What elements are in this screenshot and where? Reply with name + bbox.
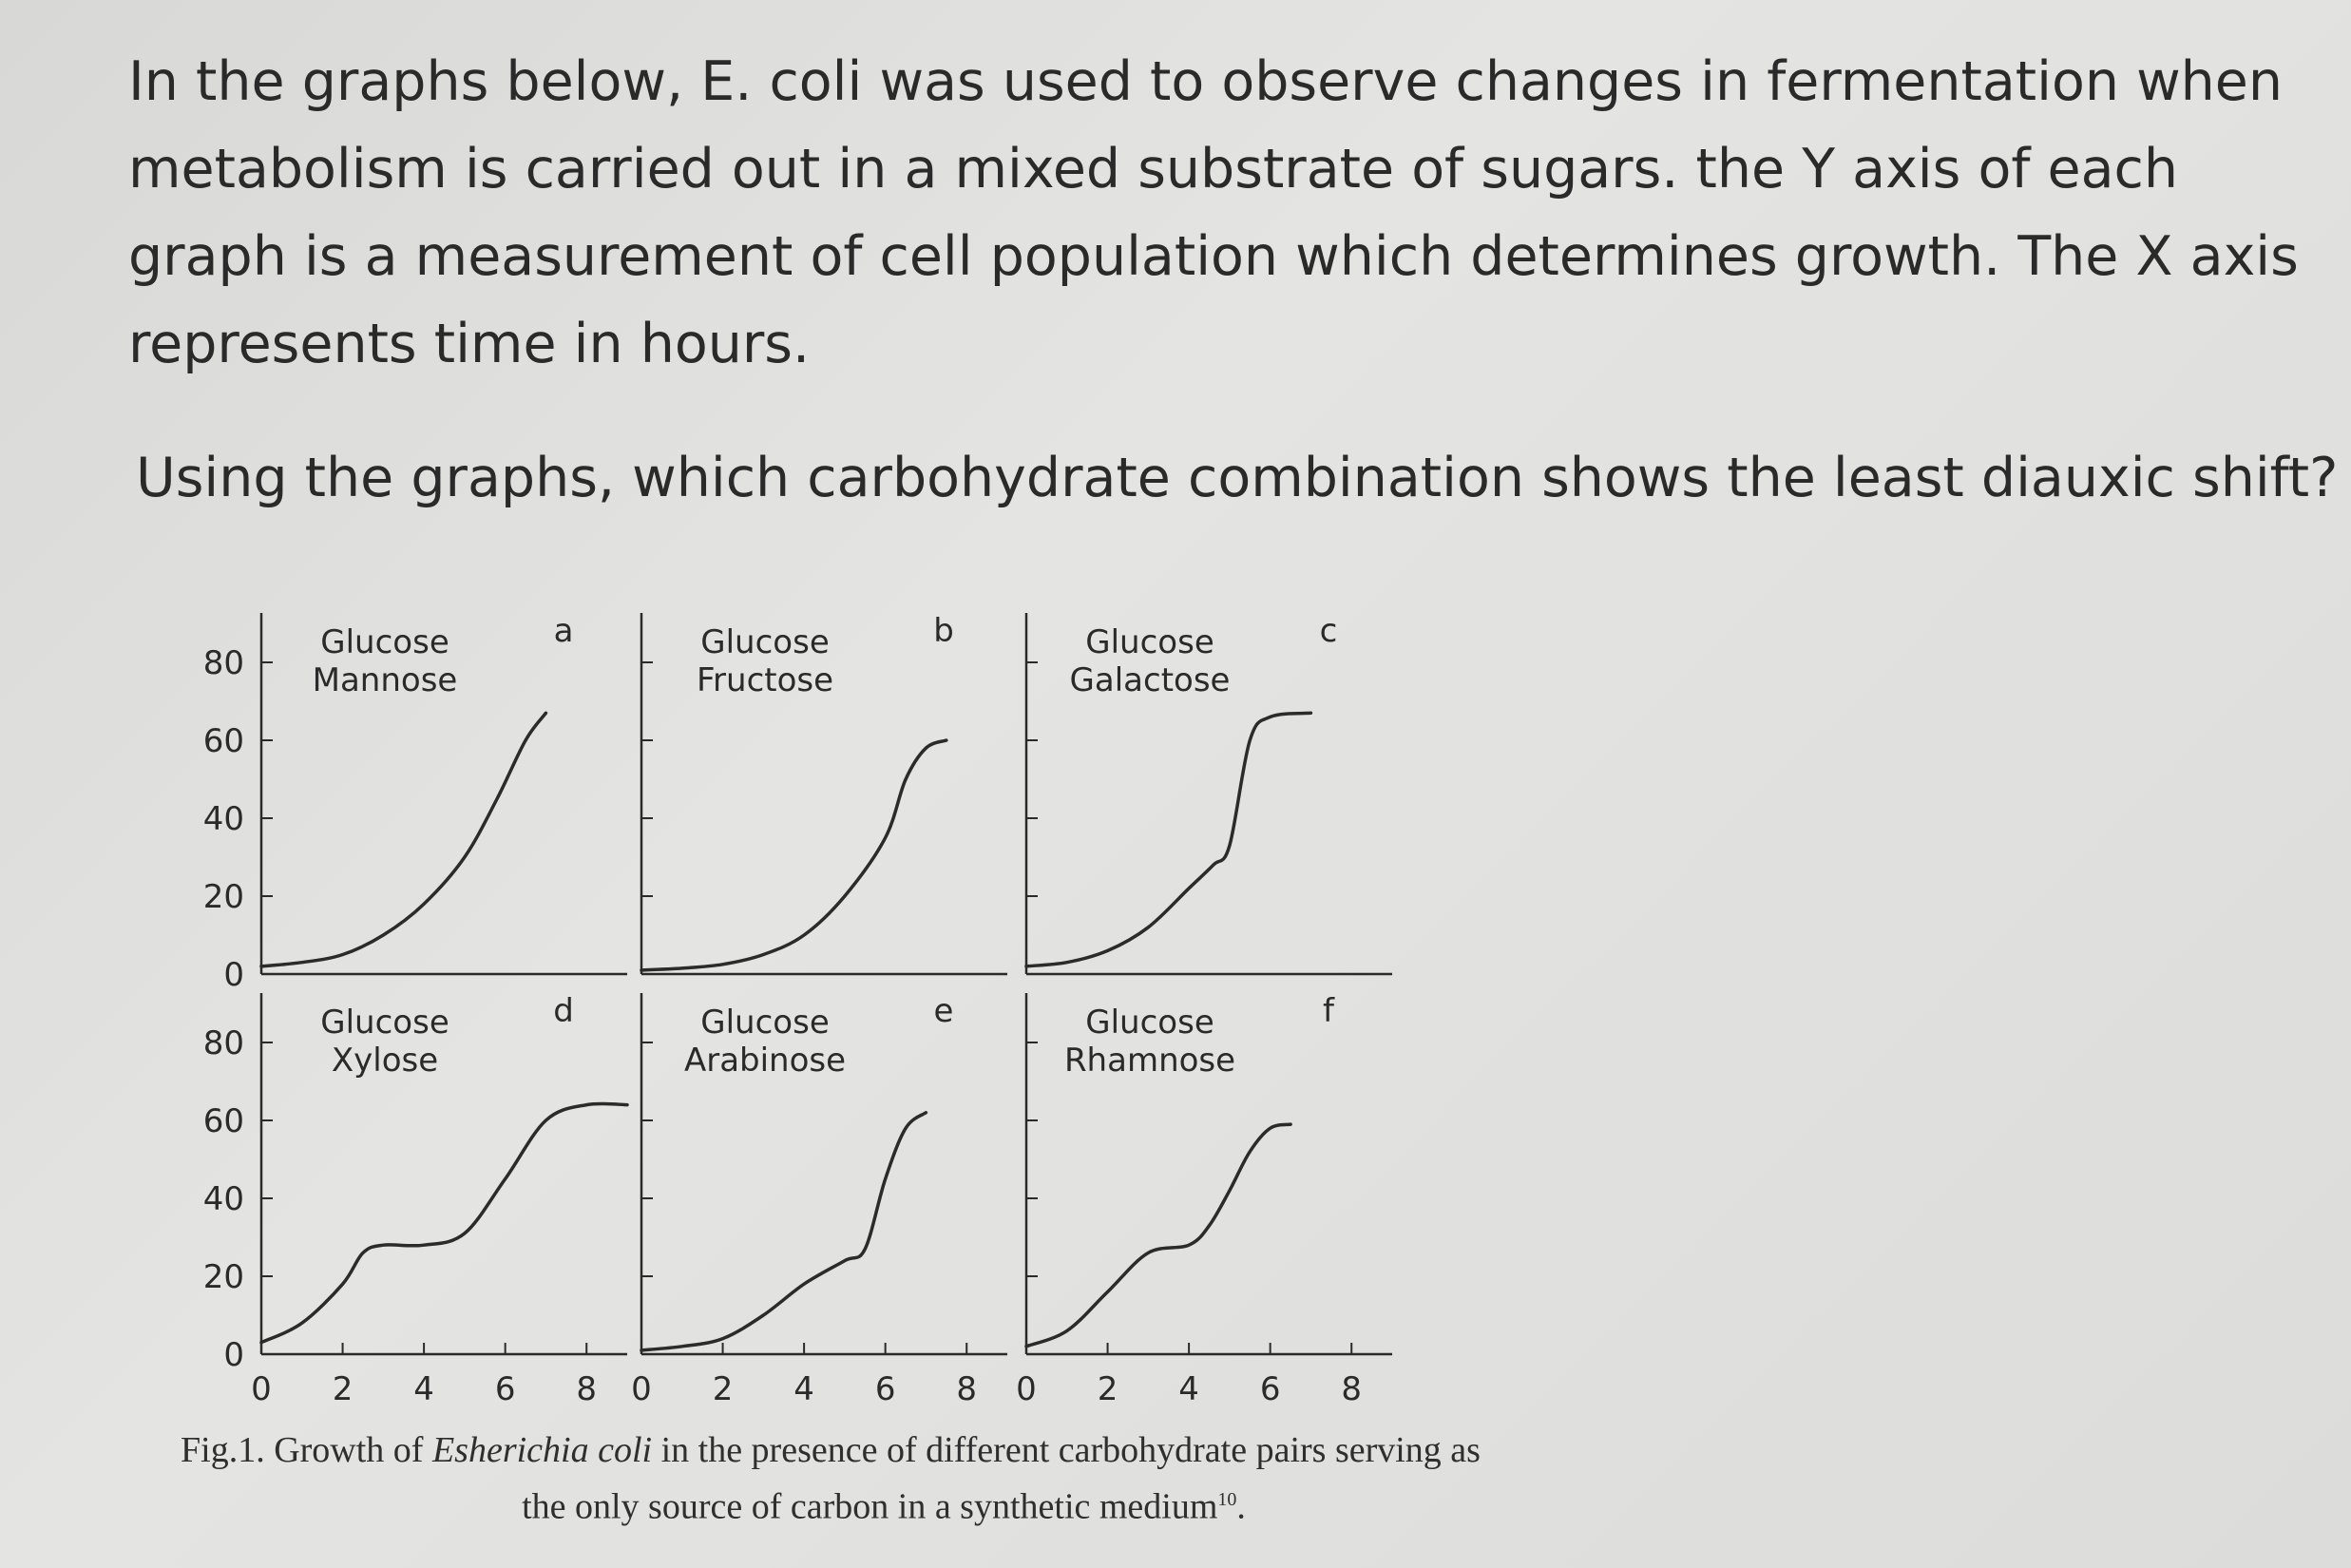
sugar-label-1: Glucose: [1085, 623, 1214, 661]
sugar-label-2: Galactose: [1069, 661, 1231, 699]
panel-letter: d: [553, 992, 574, 1030]
sugar-label-1: Glucose: [700, 1004, 830, 1042]
growth-curve-f: [1026, 1124, 1290, 1347]
y-tick-label: 60: [202, 1102, 244, 1140]
panel-letter: e: [933, 992, 954, 1030]
question-prompt: Using the graphs, which carbohydrate combination shows the least diauxic shift?: [136, 447, 2339, 509]
sugar-label-1: Glucose: [320, 623, 449, 661]
x-tick-label: 8: [956, 1370, 978, 1408]
panel-letter: c: [1319, 612, 1338, 650]
x-tick-label: 4: [413, 1370, 434, 1408]
y-tick-label: 80: [202, 1024, 244, 1062]
growth-curve-b: [641, 740, 946, 970]
growth-curve-e: [641, 1113, 926, 1350]
y-tick-label: 40: [202, 800, 244, 838]
panel-letter: a: [553, 612, 574, 650]
x-tick-label: 2: [1097, 1370, 1118, 1408]
x-tick-label: 6: [874, 1370, 896, 1408]
growth-curve-d: [261, 1103, 627, 1342]
caption-superscript: 10: [1217, 1489, 1237, 1510]
y-tick-label: 0: [223, 956, 244, 994]
x-tick-label: 8: [576, 1370, 598, 1408]
caption-species: Esherichia coli: [431, 1430, 653, 1470]
x-tick-label: 2: [332, 1370, 354, 1408]
sugar-label-2: Arabinose: [683, 1042, 847, 1080]
sugar-label-1: Glucose: [700, 623, 830, 661]
caption-prefix: Fig.1. Growth of: [181, 1430, 432, 1470]
y-tick-label: 80: [202, 644, 244, 682]
caption-line2-end: .: [1236, 1486, 1246, 1527]
sugar-label-2: Rhamnose: [1063, 1042, 1236, 1080]
sugar-label-1: Glucose: [1085, 1004, 1214, 1042]
x-tick-label: 0: [251, 1370, 272, 1408]
x-tick-label: 2: [712, 1370, 734, 1408]
x-tick-label: 6: [494, 1370, 516, 1408]
sugar-label-1: Glucose: [320, 1004, 449, 1042]
figure-caption: [181, 1425, 1587, 1532]
caption-line2-text: the only source of carbon in a synthetic medium: [522, 1486, 1218, 1527]
panel-letter: b: [933, 612, 954, 650]
y-tick-label: 60: [202, 722, 244, 760]
x-tick-label: 8: [1341, 1370, 1363, 1408]
y-tick-label: 20: [202, 1258, 244, 1296]
x-tick-label: 0: [631, 1370, 652, 1408]
sugar-label-2: Xylose: [331, 1042, 439, 1080]
x-tick-label: 4: [793, 1370, 814, 1408]
x-tick-label: 4: [1178, 1370, 1199, 1408]
caption-line-2: [181, 1475, 1587, 1532]
panel-letter: f: [1323, 992, 1334, 1030]
y-tick-label: 0: [223, 1336, 244, 1374]
growth-curve-a: [261, 713, 545, 966]
growth-curve-c: [1026, 713, 1310, 966]
sugar-label-2: Fructose: [696, 661, 834, 699]
question-text: In the graphs below, E. coli was used to observe changes in fermentation when metabolism is carried out in a mixed substrate of sugars. the Y axis of each graph is a measurement of cell population which determines growth. The X axis represents time in hours.: [128, 50, 2299, 375]
x-tick-label: 0: [1016, 1370, 1037, 1408]
caption-suffix: in the presence of different carbohydrate pairs serving as: [652, 1430, 1481, 1470]
x-tick-label: 6: [1259, 1370, 1281, 1408]
sugar-label-2: Mannose: [312, 661, 458, 699]
y-tick-label: 20: [202, 878, 244, 916]
y-tick-label: 40: [202, 1180, 244, 1218]
